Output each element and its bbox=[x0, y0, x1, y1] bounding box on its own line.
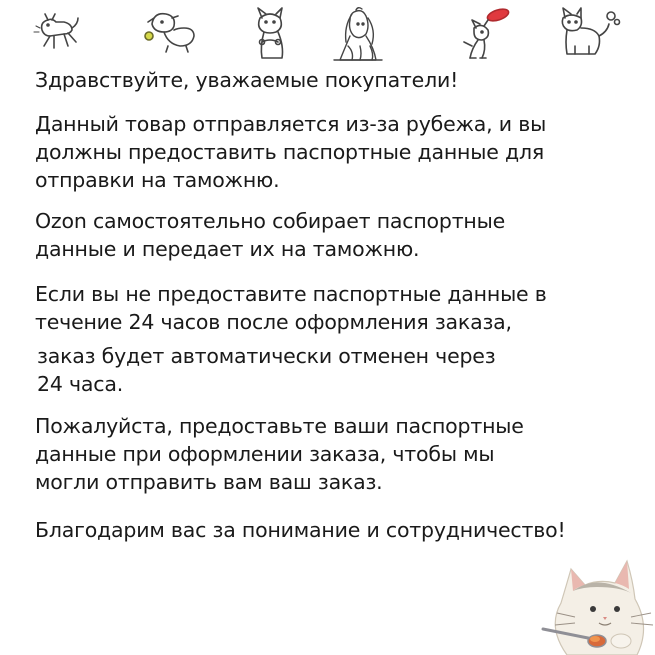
text-line: Пожалуйста, предоставьте ваши паспортные bbox=[35, 414, 524, 438]
dog-catching-frisbee-icon bbox=[452, 6, 512, 62]
dog-with-bone-icon bbox=[250, 6, 292, 62]
paragraph-deadline bbox=[35, 280, 547, 336]
dog-running-icon bbox=[28, 6, 82, 56]
cat-with-spoon-icon bbox=[527, 547, 655, 655]
greeting-line: Здравствуйте, уважаемые покупатели! bbox=[35, 68, 459, 92]
text-line: Благодарим вас за понимание и сотрудничество! bbox=[35, 518, 566, 542]
text-line: 24 часа. bbox=[37, 372, 124, 396]
text-line: данные при оформлении заказа, чтобы мы bbox=[35, 442, 495, 466]
dog-doodles-strip bbox=[0, 0, 655, 70]
text-line: заказ будет автоматически отменен через bbox=[37, 344, 496, 368]
text-line: могли отправить вам ваш заказ. bbox=[35, 470, 383, 494]
text-line: должны предоставить паспортные данные для bbox=[35, 140, 544, 164]
text-line: Ozon самостоятельно собирает паспортные bbox=[35, 209, 506, 233]
text-line: Если вы не предоставите паспортные данные в bbox=[35, 282, 547, 306]
paragraph-thanks bbox=[35, 516, 565, 544]
text-line: течение 24 часов после оформления заказа, bbox=[35, 310, 512, 334]
text-line: Данный товар отправляется из-за рубежа, и вы bbox=[35, 112, 547, 136]
paragraph-auto-cancel bbox=[37, 342, 495, 398]
long-haired-dog-icon bbox=[330, 6, 386, 64]
paragraph-shipping-abroad bbox=[35, 110, 546, 194]
paragraph-please-provide bbox=[35, 412, 524, 496]
dog-with-ball-icon bbox=[138, 6, 200, 56]
greeting-text bbox=[35, 66, 458, 94]
text-line: отправки на таможню. bbox=[35, 168, 280, 192]
text-line: данные и передает их на таможню. bbox=[35, 237, 420, 261]
dog-sitting-icon bbox=[555, 6, 621, 58]
paragraph-ozon-collects bbox=[35, 207, 505, 263]
